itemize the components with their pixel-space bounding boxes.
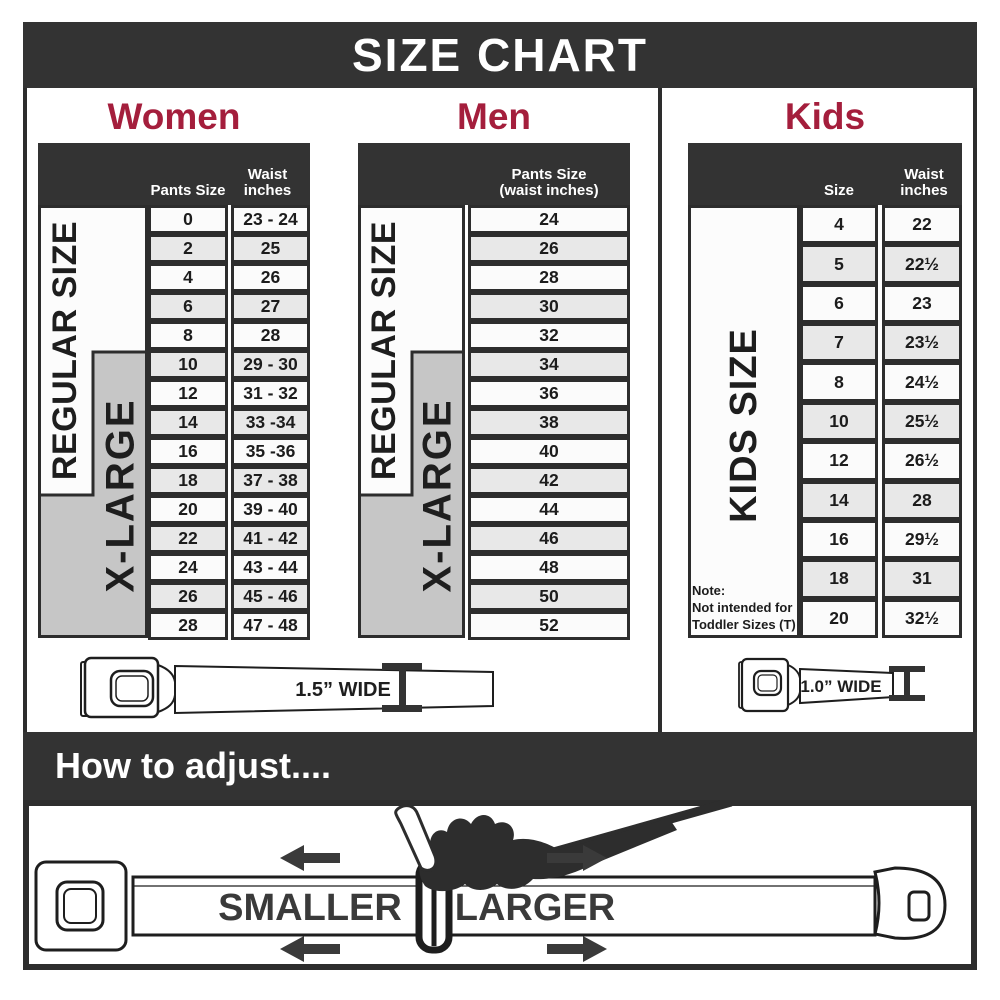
kids-note xyxy=(692,582,807,633)
how-to-adjust-heading: How to adjust.... xyxy=(23,732,977,800)
table-cell: 35 -36 xyxy=(231,437,310,466)
table-cell: 29½ xyxy=(882,520,962,559)
table-row xyxy=(148,292,310,321)
table-cell: 39 - 40 xyxy=(231,495,310,524)
women-table-rows xyxy=(148,205,310,640)
table-cell: 26½ xyxy=(882,441,962,480)
table-cell: 26 xyxy=(231,263,310,292)
men-header-line1: Pants Size xyxy=(511,166,587,183)
kids-waist-header-line1: Waist xyxy=(904,166,944,183)
arrow-left-bottom-icon xyxy=(280,936,340,962)
table-cell: 18 xyxy=(800,559,878,598)
kids-table-header xyxy=(688,143,962,205)
table-row xyxy=(468,611,630,640)
table-row xyxy=(468,350,630,379)
table-row xyxy=(800,402,962,441)
table-cell: 45 - 46 xyxy=(231,582,310,611)
table-row xyxy=(800,323,962,362)
table-row xyxy=(148,437,310,466)
table-cell: 28 xyxy=(231,321,310,350)
adjust-illustration xyxy=(23,800,977,970)
kids-note-line2: Not intended for xyxy=(692,600,793,615)
kids-section-divider xyxy=(658,88,662,732)
table-cell: 22 xyxy=(882,205,962,244)
table-row xyxy=(468,321,630,350)
table-cell: 33 -34 xyxy=(231,408,310,437)
page-title: SIZE CHART xyxy=(23,22,977,88)
table-cell: 4 xyxy=(800,205,878,244)
table-row xyxy=(468,205,630,234)
table-cell: 40 xyxy=(468,437,630,466)
table-row xyxy=(148,408,310,437)
table-cell: 25 xyxy=(231,234,310,263)
table-cell: 28 xyxy=(468,263,630,292)
adjust-belt-tip-slot xyxy=(909,892,929,920)
kids-belt-illustration xyxy=(683,645,973,733)
chart-right-border xyxy=(973,88,977,732)
table-cell: 47 - 48 xyxy=(231,611,310,640)
women-heading: Women xyxy=(107,96,241,137)
women-regular-size-label xyxy=(38,205,93,495)
table-row xyxy=(800,441,962,480)
table-row xyxy=(468,263,630,292)
table-row xyxy=(468,379,630,408)
men-table-rows xyxy=(468,205,630,640)
table-row xyxy=(800,244,962,283)
table-cell: 0 xyxy=(148,205,228,234)
table-cell: 26 xyxy=(148,582,228,611)
table-cell: 2 xyxy=(148,234,228,263)
women-regular-size-text: REGULAR SIZE xyxy=(46,220,84,480)
table-row xyxy=(148,495,310,524)
kids-width-marker-bar xyxy=(904,670,910,697)
table-cell: 42 xyxy=(468,466,630,495)
men-xlarge-text: X-LARGE xyxy=(415,398,460,592)
women-waist-header-line2: inches xyxy=(243,182,292,199)
chart-left-border xyxy=(23,88,27,732)
table-cell: 16 xyxy=(148,437,228,466)
table-cell: 7 xyxy=(800,323,878,362)
table-row xyxy=(468,292,630,321)
men-heading: Men xyxy=(457,96,531,137)
table-cell: 23 - 24 xyxy=(231,205,310,234)
table-cell: 31 xyxy=(882,559,962,598)
women-table-header xyxy=(38,143,310,205)
adult-width-marker-bar xyxy=(399,668,406,707)
smaller-label: SMALLER xyxy=(218,887,402,929)
table-row xyxy=(468,553,630,582)
kids-buckle-inner-window xyxy=(758,675,777,691)
kids-size-header: Size xyxy=(823,182,854,199)
men-pants-size-header xyxy=(468,167,630,199)
table-row xyxy=(800,481,962,520)
table-cell: 23 xyxy=(882,284,962,323)
kids-table-rows xyxy=(800,205,962,638)
kids-waist-header xyxy=(884,167,964,199)
arrow-left-top-icon xyxy=(280,845,340,871)
table-cell: 6 xyxy=(148,292,228,321)
table-cell: 10 xyxy=(800,402,878,441)
kids-note-line1: Note: xyxy=(692,583,726,598)
table-cell: 43 - 44 xyxy=(231,553,310,582)
table-cell: 38 xyxy=(468,408,630,437)
table-row xyxy=(468,524,630,553)
table-row xyxy=(148,524,310,553)
table-row xyxy=(468,466,630,495)
table-row xyxy=(800,205,962,244)
table-cell: 22½ xyxy=(882,244,962,283)
table-row xyxy=(800,599,962,638)
table-cell: 31 - 32 xyxy=(231,379,310,408)
adult-belt-width-label: 1.5” WIDE xyxy=(295,679,391,701)
table-cell: 37 - 38 xyxy=(231,466,310,495)
adult-belt-illustration xyxy=(23,645,653,733)
kids-heading: Kids xyxy=(784,96,866,137)
table-row xyxy=(800,520,962,559)
kids-belt-width-label: 1.0” WIDE xyxy=(800,677,882,696)
table-row xyxy=(800,559,962,598)
table-row xyxy=(148,553,310,582)
table-cell: 10 xyxy=(148,350,228,379)
table-cell: 32½ xyxy=(882,599,962,638)
table-cell: 12 xyxy=(148,379,228,408)
table-cell: 4 xyxy=(148,263,228,292)
table-cell: 18 xyxy=(148,466,228,495)
table-row xyxy=(800,362,962,401)
table-cell: 20 xyxy=(148,495,228,524)
men-regular-size-text: REGULAR SIZE xyxy=(365,220,404,480)
table-cell: 41 - 42 xyxy=(231,524,310,553)
table-cell: 34 xyxy=(468,350,630,379)
table-row xyxy=(148,205,310,234)
arrow-right-bottom-icon xyxy=(547,936,607,962)
table-cell: 44 xyxy=(468,495,630,524)
women-waist-header xyxy=(228,167,307,199)
table-cell: 8 xyxy=(148,321,228,350)
kids-buckle-wing xyxy=(788,665,800,705)
table-cell: 28 xyxy=(882,481,962,520)
table-cell: 23½ xyxy=(882,323,962,362)
larger-label: LARGER xyxy=(454,887,616,929)
table-cell: 16 xyxy=(800,520,878,559)
table-cell: 12 xyxy=(800,441,878,480)
table-cell: 52 xyxy=(468,611,630,640)
table-cell: 25½ xyxy=(882,402,962,441)
table-cell: 50 xyxy=(468,582,630,611)
table-cell: 36 xyxy=(468,379,630,408)
table-row xyxy=(148,321,310,350)
table-cell: 24 xyxy=(468,205,630,234)
table-cell: 8 xyxy=(800,362,878,401)
adjust-buckle-inner-window xyxy=(64,889,96,923)
table-cell: 30 xyxy=(468,292,630,321)
adult-buckle-inner-window xyxy=(116,676,148,701)
hand-finger-icon xyxy=(396,806,436,871)
men-table-header xyxy=(358,143,630,205)
men-regular-size-label xyxy=(358,205,412,495)
table-row xyxy=(148,466,310,495)
table-row xyxy=(468,408,630,437)
table-cell: 26 xyxy=(468,234,630,263)
table-row xyxy=(148,379,310,408)
table-cell: 14 xyxy=(800,481,878,520)
table-cell: 48 xyxy=(468,553,630,582)
table-row xyxy=(468,437,630,466)
kids-note-line3: Toddler Sizes (T) xyxy=(692,617,796,632)
table-row xyxy=(148,611,310,640)
table-cell: 22 xyxy=(148,524,228,553)
kids-size-text: KIDS SIZE xyxy=(722,327,765,523)
kids-waist-header-line2: inches xyxy=(900,182,948,199)
table-row xyxy=(468,234,630,263)
men-xlarge-label xyxy=(411,352,465,638)
men-header-line2: (waist inches) xyxy=(499,182,599,199)
table-row xyxy=(800,284,962,323)
table-cell: 28 xyxy=(148,611,228,640)
table-cell: 24½ xyxy=(882,362,962,401)
table-cell: 27 xyxy=(231,292,310,321)
adult-buckle-wing xyxy=(158,665,175,712)
table-cell: 5 xyxy=(800,244,878,283)
table-cell: 20 xyxy=(800,599,878,638)
table-row xyxy=(148,263,310,292)
kids-size-label xyxy=(688,235,800,615)
table-cell: 46 xyxy=(468,524,630,553)
women-pants-size-header: Pants Size xyxy=(150,182,226,199)
table-cell: 6 xyxy=(800,284,878,323)
women-xlarge-text: X-LARGE xyxy=(98,398,142,592)
table-row xyxy=(148,350,310,379)
table-cell: 32 xyxy=(468,321,630,350)
table-row xyxy=(148,582,310,611)
table-row xyxy=(468,582,630,611)
table-row xyxy=(148,234,310,263)
table-row xyxy=(468,495,630,524)
table-cell: 29 - 30 xyxy=(231,350,310,379)
table-cell: 14 xyxy=(148,408,228,437)
table-cell: 24 xyxy=(148,553,228,582)
women-xlarge-label xyxy=(93,352,148,638)
women-waist-header-line1: Waist xyxy=(247,166,288,183)
